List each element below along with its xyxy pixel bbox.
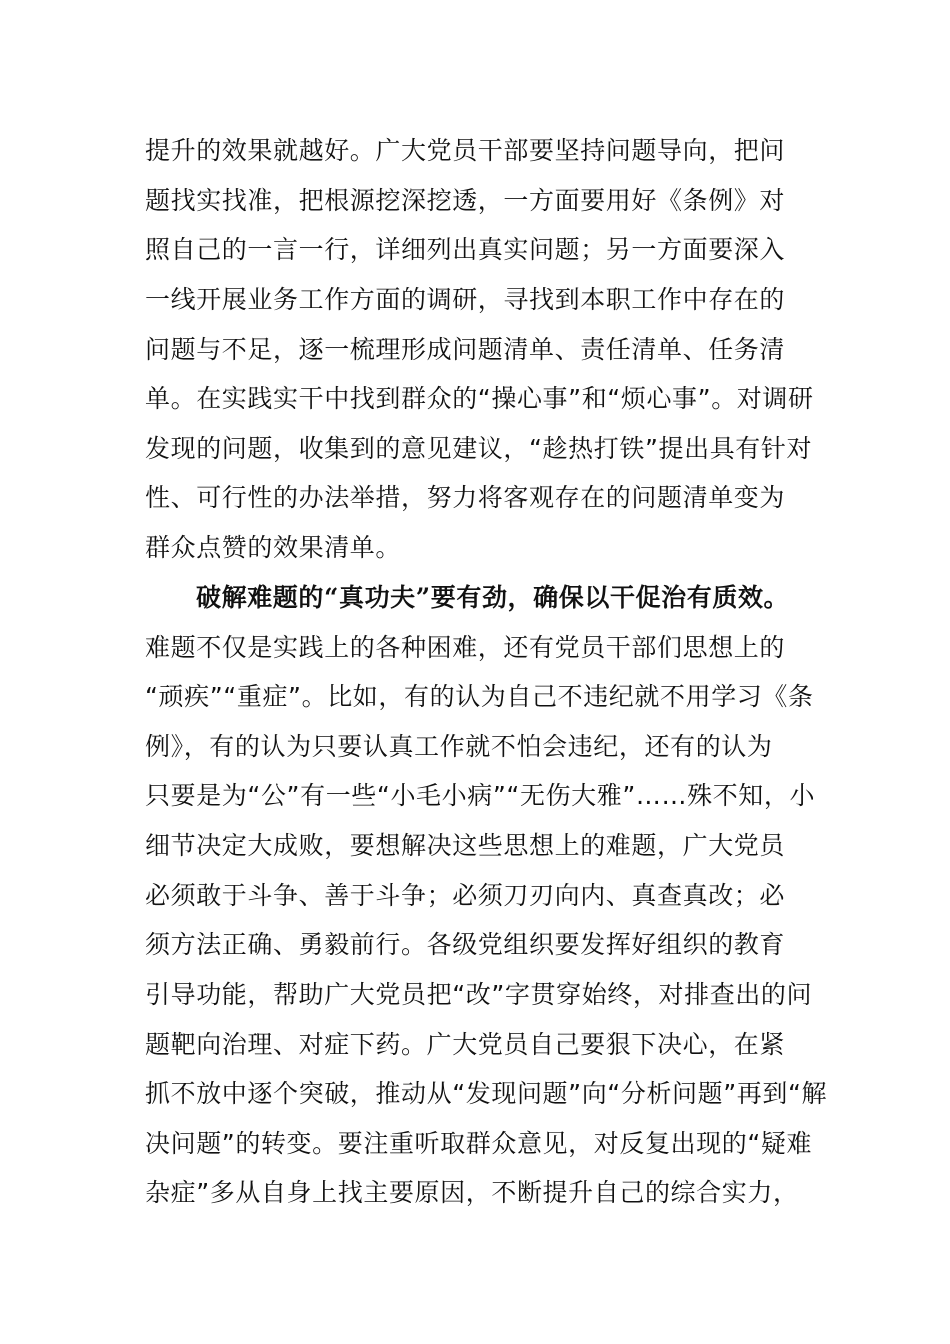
paragraph-2-line-3: 例》，有的认为只要认真工作就不怕会违纪，还有的认为 [145,732,773,761]
paragraph-2-line-11: 决问题”的转变。要注重听取群众意见，对反复出现的“疑难 [145,1129,813,1158]
paragraph-1-line-9: 群众点赞的效果清单。 [145,533,402,562]
paragraph-2-line-4: 只要是为“公”有一些“小毛小病”“无伤大雅”……殊不知，小 [145,781,816,810]
paragraph-1-line-6: 单。在实践实干中找到群众的“操心事”和“烦心事”。对调研 [145,384,814,413]
paragraph-2-line-8: 引导功能，帮助广大党员把“改”字贯穿始终，对排查出的问 [145,980,813,1009]
paragraph-2-line-10: 抓不放中逐个突破，推动从“发现问题”向“分析问题”再到“解 [145,1079,828,1108]
paragraph-2-line-7: 须方法正确、勇毅前行。各级党组织要发挥好组织的教育 [145,930,786,959]
paragraph-2-line-5: 细节决定大成败，要想解决这些思想上的难题，广大党员 [145,831,786,860]
paragraph-1-line-1: 提升的效果就越好。广大党员干部要坚持问题导向，把问 [145,136,786,165]
paragraph-1-line-5: 问题与不足，逐一梳理形成问题清单、责任清单、任务清 [145,335,786,364]
paragraph-2-line-12: 杂症”多从自身上找主要原因，不断提升自己的综合实力， [145,1178,799,1207]
paragraph-2-line-2: “顽疾”“重症”。比如，有的认为自己不违纪就不用学习《条 [145,682,814,711]
paragraph-1-line-8: 性、可行性的办法举措，努力将客观存在的问题清单变为 [145,483,786,512]
paragraph-1-line-2: 题找实找准，把根源挖深挖透，一方面要用好《条例》对 [145,186,786,215]
paragraph-1-line-3: 照自己的一言一行，详细列出真实问题；另一方面要深入 [145,235,786,264]
paragraph-1-line-7: 发现的问题，收集到的意见建议，“趁热打铁”提出具有针对 [145,434,813,463]
paragraph-2-line-6: 必须敢于斗争、善于斗争；必须刀刃向内、真查真改；必 [145,881,786,910]
paragraph-1-line-4: 一线开展业务工作方面的调研，寻找到本职工作中存在的 [145,285,786,314]
section-heading: 破解难题的“真功夫”要有劲，确保以干促治有质效。 [196,583,790,612]
paragraph-2-line-9: 题靶向治理、对症下药。广大党员自己要狠下决心，在紧 [145,1030,786,1059]
paragraph-2-line-1: 难题不仅是实践上的各种困难，还有党员干部们思想上的 [145,633,786,662]
